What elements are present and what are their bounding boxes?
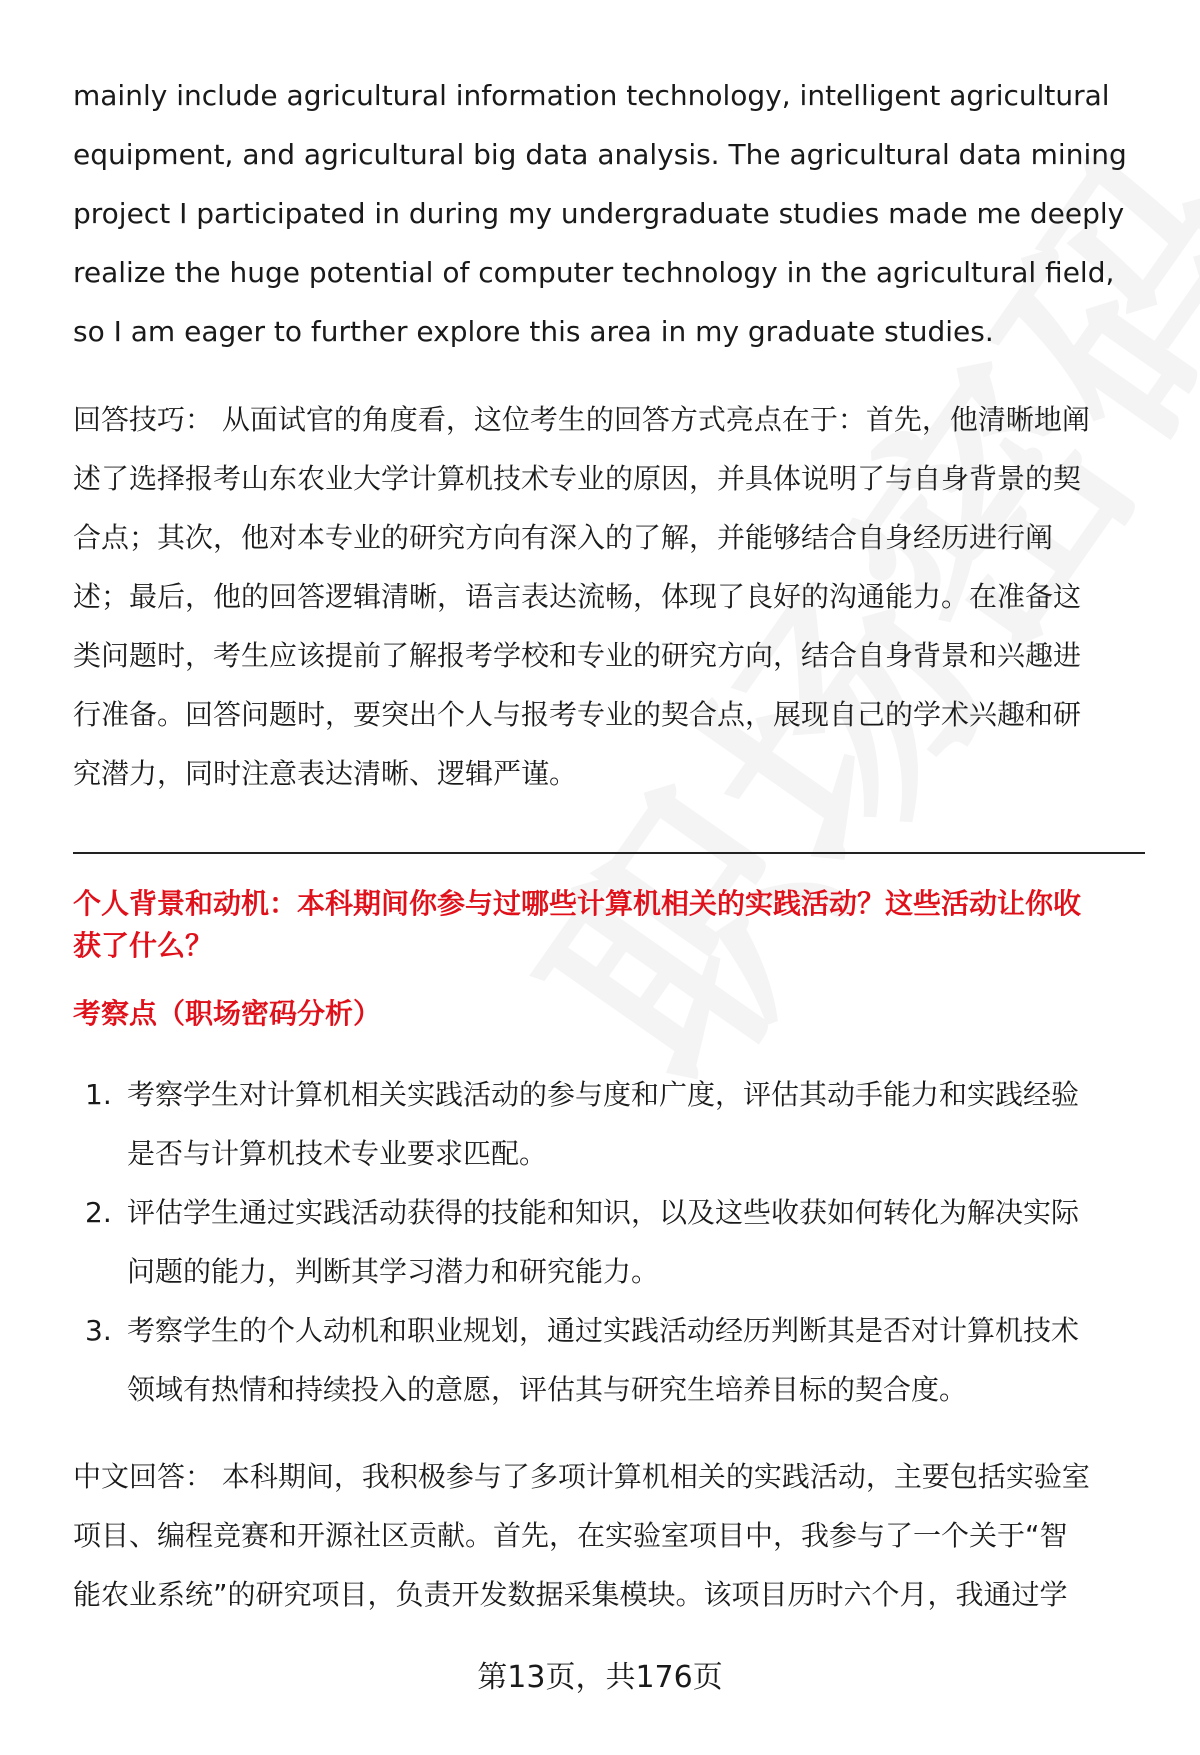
analysis-title — [73, 993, 1145, 1035]
text-line: 考察学生对计算机相关实践活动的参与度和广度，评估其动手能力和实践经验 — [127, 1078, 1080, 1111]
text-line: 述了选择报考山东农业大学计算机技术专业的原因，并具体说明了与自身背景的契 — [73, 462, 1082, 495]
text-line: 回答技巧： 从面试官的角度看，这位考生的回答方式亮点在于：首先，他清晰地阐 — [73, 403, 1090, 436]
heading-line: 个人背景和动机：本科期间你参与过哪些计算机相关的实践活动？这些活动让你收 — [73, 887, 1082, 920]
list-number: 1. — [85, 1078, 112, 1111]
text-line: 考察学生的个人动机和职业规划，通过实践活动经历判断其是否对计算机技术 — [127, 1314, 1080, 1347]
text-line: 项目、编程竞赛和开源社区贡献。首先，在实验室项目中，我参与了一个关于“智 — [73, 1519, 1068, 1552]
text-line: mainly include agricultural information technology, intelligent agricultural — [73, 79, 1110, 112]
english-answer — [73, 66, 1145, 361]
analysis-title-text: 考察点（职场密码分析） — [73, 997, 382, 1030]
text-line: 是否与计算机技术专业要求匹配。 — [127, 1137, 548, 1170]
heading-line: 获了什么？ — [73, 929, 214, 962]
text-line: so I am eager to further explore this area in my graduate studies. — [73, 315, 994, 348]
text-line: 述；最后，他的回答逻辑清晰，语言表达流畅，体现了良好的沟通能力。在准备这 — [73, 580, 1082, 613]
answer-tips — [73, 390, 1145, 803]
text-line: equipment, and agricultural big data analysis. The agricultural data mining — [73, 138, 1127, 171]
list-number: 3. — [85, 1314, 112, 1347]
text-line: 问题的能力，判断其学习潜力和研究能力。 — [127, 1255, 660, 1288]
text-line: 中文回答： 本科期间，我积极参与了多项计算机相关的实践活动，主要包括实验室 — [73, 1460, 1090, 1493]
list-number: 2. — [85, 1196, 112, 1229]
chinese-answer — [73, 1447, 1145, 1624]
question-heading — [73, 883, 1145, 967]
text-line: 领域有热情和持续投入的意愿，评估其与研究生培养目标的契合度。 — [127, 1373, 968, 1406]
text-line: 究潜力，同时注意表达清晰、逻辑严谨。 — [73, 757, 578, 790]
text-line: realize the huge potential of computer technology in the agricultural field, — [73, 256, 1115, 289]
text-line: 评估学生通过实践活动获得的技能和知识，以及这些收获如何转化为解决实际 — [127, 1196, 1080, 1229]
text-line: 行准备。回答问题时，要突出个人与报考专业的契合点，展现自己的学术兴趣和研 — [73, 698, 1082, 731]
text-line: 能农业系统”的研究项目，负责开发数据采集模块。该项目历时六个月，我通过学 — [73, 1578, 1068, 1611]
text-line: 合点；其次，他对本专业的研究方向有深入的了解，并能够结合自身经历进行阐 — [73, 521, 1054, 554]
page-number: 第13页，共176页 — [477, 1660, 723, 1695]
text-line: 类问题时，考生应该提前了解报考学校和专业的研究方向，结合自身背景和兴趣进 — [73, 639, 1082, 672]
section-divider — [73, 852, 1145, 854]
text-line: project I participated in during my undergraduate studies made me deeply — [73, 197, 1125, 230]
